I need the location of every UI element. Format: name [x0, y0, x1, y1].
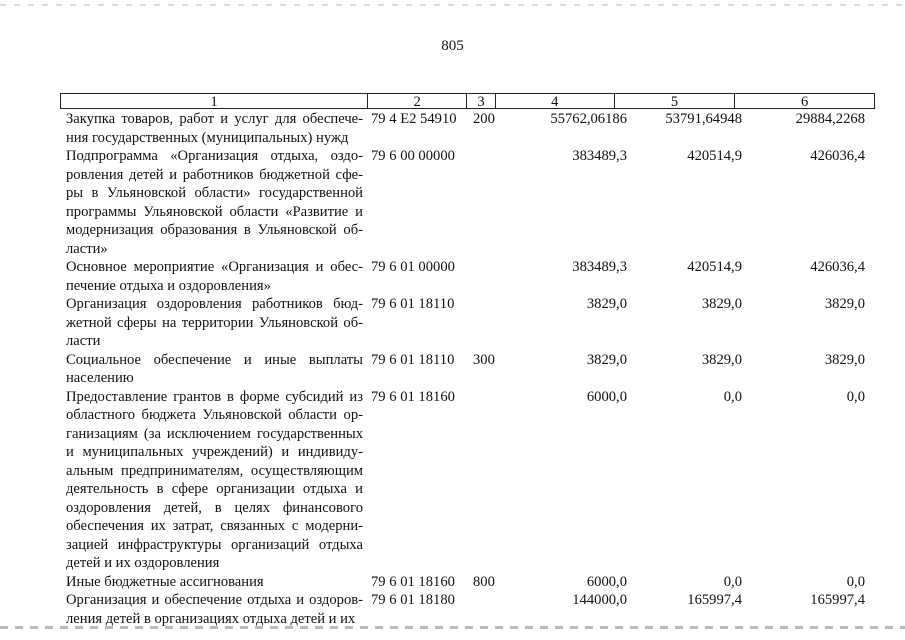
row-value-col5: 0,0 [723, 388, 742, 405]
row-value-col6: 426036,4 [810, 259, 865, 275]
row-value-col4: 3829,0 [586, 296, 627, 312]
header-col-1: 1 [61, 94, 368, 108]
table-row [60, 388, 875, 573]
row-name-line: оздоровления детей, в целях финансового [66, 499, 363, 516]
row-value-col5: 53791,64948 [665, 111, 742, 127]
row-value-col4: 383489,3 [572, 148, 627, 164]
header-col-3: 3 [467, 94, 496, 108]
row-value-col6: 29884,2268 [795, 111, 865, 127]
row-expense-type [473, 591, 503, 628]
row-name-line: Организация оздоровления работников бюд- [66, 296, 363, 312]
row-name-line: Социальное обеспечение и иные выплаты [66, 351, 363, 368]
row-name-line: модернизация образования в Ульяновской об- [66, 222, 363, 238]
row-name-line: ласти [66, 333, 101, 349]
row-value-col4: 144000,0 [572, 592, 627, 608]
row-name-line: Организация и обеспечение отдыха и оздоров- [66, 592, 363, 608]
row-value-col5: 3829,0 [701, 296, 742, 312]
table-row [60, 351, 875, 388]
row-name-line: альным предпринимателям, осуществляющим [66, 462, 363, 479]
row-code: 79 6 01 18110 [371, 296, 455, 312]
row-code: 79 4 E2 54910 [371, 111, 457, 127]
row-expense-type: 800 [473, 573, 495, 590]
row-name-line: ния государственных (муниципальных) нужд [66, 129, 349, 146]
row-code: 79 6 01 00000 [371, 259, 455, 275]
header-col-5: 5 [615, 94, 736, 108]
row-name [60, 295, 363, 351]
row-name [60, 573, 363, 592]
row-expense-type [473, 258, 503, 295]
row-name-line: Предоставление грантов в форме субсидий из [66, 388, 363, 405]
row-expense-type [473, 388, 503, 573]
table-row [60, 258, 875, 295]
scan-artifact-bottom [0, 626, 905, 629]
table-row [60, 591, 875, 628]
row-code: 79 6 01 18110 [371, 351, 455, 368]
row-name-line: ровления детей и работников бюджетной сфе- [66, 166, 363, 183]
row-name [60, 258, 363, 295]
row-value-col4: 55762,06186 [550, 111, 627, 127]
header-col-2: 2 [368, 94, 467, 108]
row-name-line: печение отдыха и оздоровления» [66, 277, 271, 294]
row-value-col5: 420514,9 [687, 148, 742, 164]
header-col-4: 4 [496, 94, 615, 108]
row-name-line: населению [66, 370, 134, 386]
row-value-col5: 165997,4 [687, 592, 742, 608]
row-name [60, 147, 363, 258]
row-expense-type [473, 295, 503, 351]
row-name-line: Подпрограмма «Организация отдыха, оздо- [66, 148, 363, 164]
table-row [60, 147, 875, 258]
row-value-col5: 3829,0 [701, 351, 742, 368]
row-expense-type: 200 [473, 111, 495, 127]
row-name-line: ры в Ульяновской области» государственной [66, 185, 363, 201]
row-value-col5: 0,0 [723, 573, 742, 590]
row-name-line: и муниципальных учреждений) и индивиду- [66, 444, 363, 460]
table-body [60, 110, 875, 628]
row-name-line: зацией инфраструктуры организаций отдыха [66, 536, 363, 553]
row-value-col5: 420514,9 [687, 259, 742, 275]
row-expense-type [473, 147, 503, 258]
row-name-line: деятельность в сфере организации отдыха и [66, 481, 363, 497]
row-name-line: Иные бюджетные ассигнования [66, 573, 264, 590]
row-name-line: ласти» [66, 240, 108, 257]
row-code: 79 6 00 00000 [371, 148, 455, 164]
row-name-line: ганизациям (за исключением государственных [66, 425, 363, 442]
row-value-col4: 6000,0 [586, 388, 627, 405]
table-row [60, 110, 875, 147]
row-value-col6: 426036,4 [810, 148, 865, 164]
scan-artifact-top [0, 4, 905, 6]
page-number: 805 [441, 38, 464, 54]
row-value-col6: 3829,0 [824, 296, 865, 312]
row-value-col4: 3829,0 [586, 351, 627, 368]
row-name [60, 591, 363, 628]
row-value-col6: 3829,0 [824, 351, 865, 368]
row-name-line: обеспечения их затрат, связанных с модерни- [66, 518, 363, 534]
row-code: 79 6 01 18160 [371, 573, 455, 590]
row-code: 79 6 01 18160 [371, 388, 455, 405]
row-value-col4: 6000,0 [586, 573, 627, 590]
row-code: 79 6 01 18180 [371, 592, 455, 608]
row-value-col6: 0,0 [846, 573, 865, 590]
header-col-6: 6 [801, 94, 809, 110]
row-name-line: ления детей в организациях отдыха детей и их [66, 610, 356, 627]
table-row [60, 573, 875, 592]
row-expense-type: 300 [473, 351, 495, 368]
row-name [60, 388, 363, 573]
table-row [60, 295, 875, 351]
row-name-line: областного бюджета Ульяновской области ор- [66, 407, 363, 423]
row-name [60, 351, 363, 388]
row-value-col6: 165997,4 [810, 592, 865, 608]
row-name-line: жетной сферы на территории Ульяновской об- [66, 314, 363, 331]
row-value-col4: 383489,3 [572, 259, 627, 275]
row-value-col6: 0,0 [846, 388, 865, 405]
row-name-line: программы Ульяновской области «Развитие и [66, 203, 363, 220]
row-name-line: детей и их оздоровления [66, 555, 220, 571]
table-header [60, 93, 875, 109]
row-name-line: Закупка товаров, работ и услуг для обеспече- [66, 111, 363, 127]
row-name-line: Основное мероприятие «Организация и обес- [66, 259, 363, 275]
row-name [60, 110, 363, 147]
